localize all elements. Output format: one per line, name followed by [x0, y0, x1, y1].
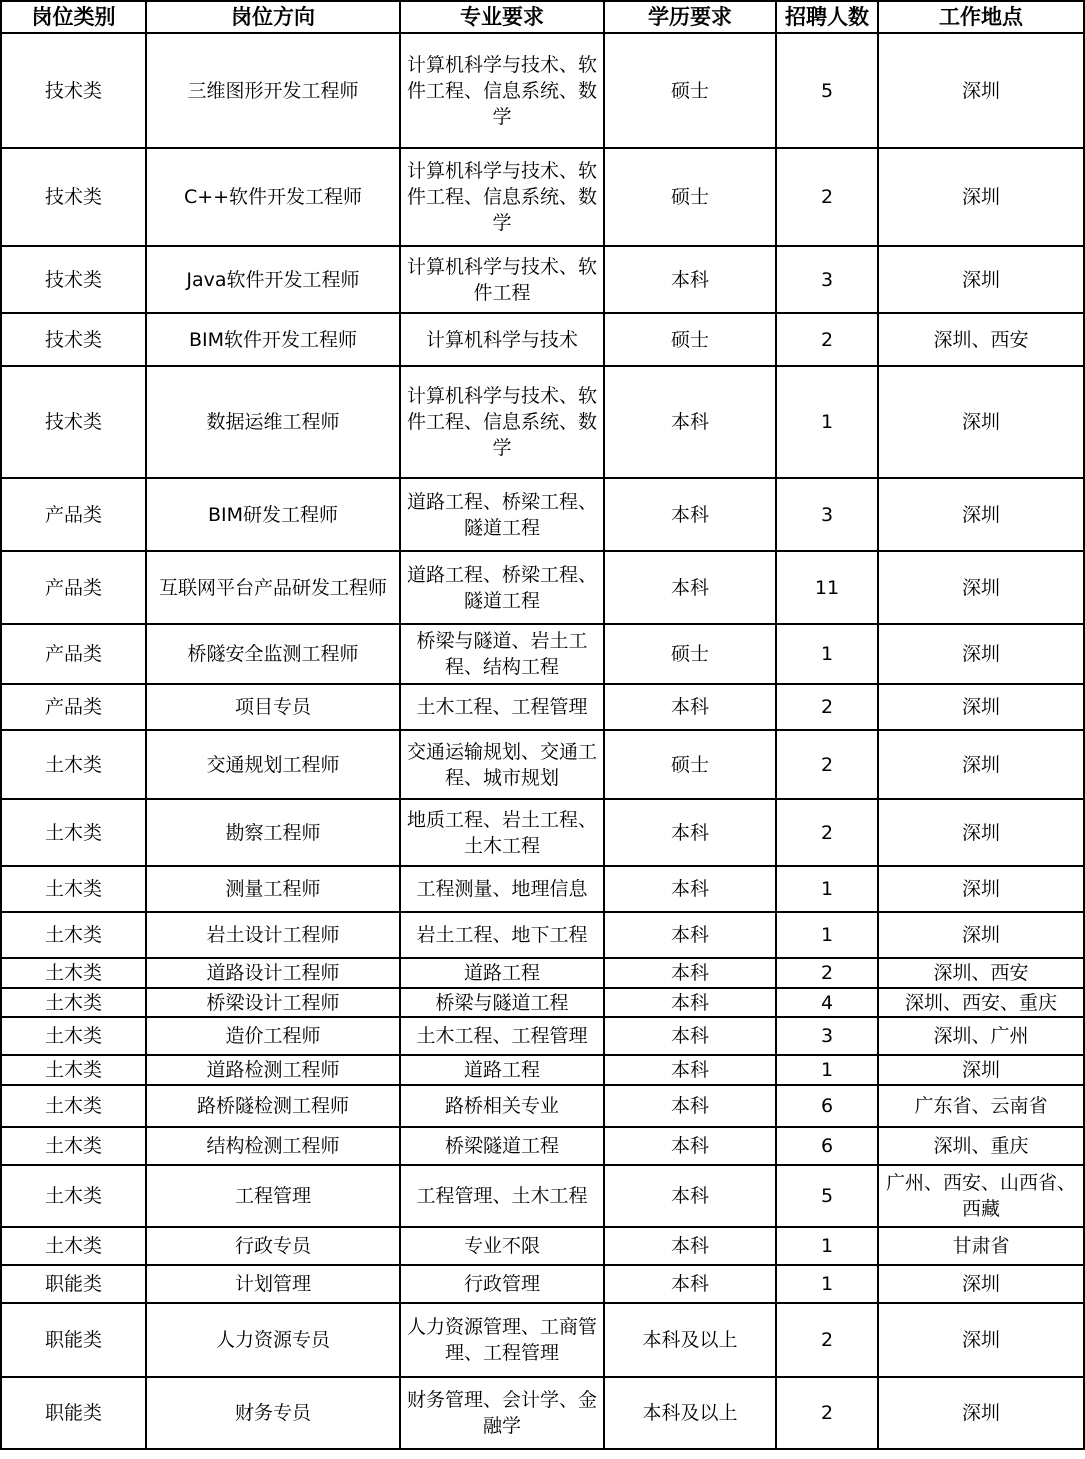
cell-count: 2: [776, 730, 878, 799]
cell-count: 2: [776, 799, 878, 866]
cell-location: 深圳: [878, 478, 1084, 551]
table-row: [1, 912, 1084, 958]
cell-location: 深圳: [878, 1377, 1084, 1449]
header-location: 工作地点: [878, 1, 1084, 33]
cell-count: 5: [776, 33, 878, 148]
cell-category: 土木类: [1, 1055, 146, 1085]
cell-category: 土木类: [1, 1127, 146, 1165]
table-row: [1, 366, 1084, 478]
cell-direction: 道路检测工程师: [146, 1055, 400, 1085]
cell-count: 2: [776, 1303, 878, 1377]
cell-education: 本科: [604, 912, 776, 958]
cell-category: 土木类: [1, 730, 146, 799]
table-row: [1, 551, 1084, 624]
cell-location: 深圳: [878, 1265, 1084, 1303]
cell-direction: 计划管理: [146, 1265, 400, 1303]
cell-count: 4: [776, 988, 878, 1017]
cell-direction: 数据运维工程师: [146, 366, 400, 478]
cell-count: 1: [776, 1265, 878, 1303]
cell-count: 2: [776, 958, 878, 988]
cell-major: 桥梁隧道工程: [400, 1127, 604, 1165]
cell-category: 职能类: [1, 1377, 146, 1449]
cell-direction: 造价工程师: [146, 1017, 400, 1055]
cell-education: 本科: [604, 1017, 776, 1055]
cell-location: 深圳: [878, 624, 1084, 684]
cell-count: 1: [776, 866, 878, 912]
cell-major: 人力资源管理、工商管理、工程管理: [400, 1303, 604, 1377]
cell-category: 土木类: [1, 912, 146, 958]
cell-major: 路桥相关专业: [400, 1085, 604, 1127]
cell-education: 本科: [604, 1085, 776, 1127]
table-row: [1, 684, 1084, 730]
table-row: [1, 866, 1084, 912]
cell-major: 工程测量、地理信息: [400, 866, 604, 912]
cell-location: 深圳、西安: [878, 313, 1084, 366]
cell-location: 深圳: [878, 551, 1084, 624]
cell-count: 1: [776, 1227, 878, 1265]
cell-category: 产品类: [1, 551, 146, 624]
cell-location: 深圳: [878, 246, 1084, 313]
cell-count: 2: [776, 148, 878, 246]
cell-direction: 测量工程师: [146, 866, 400, 912]
cell-count: 2: [776, 684, 878, 730]
cell-education: 硕士: [604, 33, 776, 148]
cell-count: 11: [776, 551, 878, 624]
cell-category: 技术类: [1, 148, 146, 246]
cell-education: 本科: [604, 799, 776, 866]
header-major: 专业要求: [400, 1, 604, 33]
cell-education: 本科及以上: [604, 1303, 776, 1377]
cell-major: 工程管理、土木工程: [400, 1165, 604, 1227]
table-row: [1, 1085, 1084, 1127]
cell-category: 技术类: [1, 313, 146, 366]
cell-direction: 道路设计工程师: [146, 958, 400, 988]
header-direction: 岗位方向: [146, 1, 400, 33]
table-row: [1, 148, 1084, 246]
cell-major: 计算机科学与技术、软件工程: [400, 246, 604, 313]
cell-education: 本科: [604, 988, 776, 1017]
cell-direction: BIM软件开发工程师: [146, 313, 400, 366]
cell-education: 本科: [604, 1055, 776, 1085]
table-row: [1, 33, 1084, 148]
cell-education: 本科: [604, 1227, 776, 1265]
cell-category: 土木类: [1, 1085, 146, 1127]
cell-direction: 勘察工程师: [146, 799, 400, 866]
cell-location: 深圳: [878, 799, 1084, 866]
cell-education: 本科: [604, 684, 776, 730]
cell-direction: 工程管理: [146, 1165, 400, 1227]
table-row: [1, 246, 1084, 313]
cell-count: 1: [776, 912, 878, 958]
cell-category: 产品类: [1, 684, 146, 730]
cell-count: 6: [776, 1085, 878, 1127]
table-body: [1, 33, 1084, 1449]
cell-category: 土木类: [1, 1227, 146, 1265]
cell-major: 交通运输规划、交通工程、城市规划: [400, 730, 604, 799]
cell-direction: 人力资源专员: [146, 1303, 400, 1377]
table-row: [1, 313, 1084, 366]
cell-location: 深圳: [878, 1055, 1084, 1085]
cell-major: 专业不限: [400, 1227, 604, 1265]
cell-count: 1: [776, 624, 878, 684]
table-row: [1, 1165, 1084, 1227]
cell-location: 深圳: [878, 912, 1084, 958]
cell-count: 2: [776, 313, 878, 366]
cell-education: 硕士: [604, 730, 776, 799]
cell-category: 技术类: [1, 33, 146, 148]
cell-count: 6: [776, 1127, 878, 1165]
cell-direction: 桥梁设计工程师: [146, 988, 400, 1017]
cell-major: 土木工程、工程管理: [400, 684, 604, 730]
cell-education: 硕士: [604, 624, 776, 684]
cell-direction: 财务专员: [146, 1377, 400, 1449]
cell-education: 硕士: [604, 313, 776, 366]
table-row: [1, 1377, 1084, 1449]
cell-education: 本科及以上: [604, 1377, 776, 1449]
cell-direction: 结构检测工程师: [146, 1127, 400, 1165]
cell-count: 3: [776, 246, 878, 313]
table-row: [1, 624, 1084, 684]
table-row: [1, 1127, 1084, 1165]
cell-category: 技术类: [1, 366, 146, 478]
cell-count: 5: [776, 1165, 878, 1227]
cell-direction: 互联网平台产品研发工程师: [146, 551, 400, 624]
cell-location: 甘肃省: [878, 1227, 1084, 1265]
cell-education: 本科: [604, 366, 776, 478]
cell-location: 广东省、云南省: [878, 1085, 1084, 1127]
cell-education: 本科: [604, 1127, 776, 1165]
cell-category: 土木类: [1, 799, 146, 866]
cell-location: 深圳: [878, 33, 1084, 148]
cell-location: 深圳: [878, 730, 1084, 799]
cell-direction: C++软件开发工程师: [146, 148, 400, 246]
cell-location: 深圳: [878, 366, 1084, 478]
cell-location: 深圳、西安: [878, 958, 1084, 988]
cell-education: 本科: [604, 551, 776, 624]
cell-count: 3: [776, 478, 878, 551]
cell-education: 本科: [604, 958, 776, 988]
cell-count: 1: [776, 1055, 878, 1085]
cell-major: 道路工程: [400, 1055, 604, 1085]
cell-category: 土木类: [1, 866, 146, 912]
table-row: [1, 1303, 1084, 1377]
table-row: [1, 799, 1084, 866]
cell-direction: 路桥隧检测工程师: [146, 1085, 400, 1127]
cell-major: 道路工程、桥梁工程、隧道工程: [400, 478, 604, 551]
cell-direction: BIM研发工程师: [146, 478, 400, 551]
cell-major: 财务管理、会计学、金融学: [400, 1377, 604, 1449]
cell-major: 行政管理: [400, 1265, 604, 1303]
cell-location: 深圳、西安、重庆: [878, 988, 1084, 1017]
header-category: 岗位类别: [1, 1, 146, 33]
cell-direction: 项目专员: [146, 684, 400, 730]
cell-major: 道路工程、桥梁工程、隧道工程: [400, 551, 604, 624]
cell-location: 深圳、重庆: [878, 1127, 1084, 1165]
cell-category: 土木类: [1, 958, 146, 988]
cell-location: 深圳: [878, 148, 1084, 246]
table-row: [1, 958, 1084, 988]
cell-category: 职能类: [1, 1303, 146, 1377]
cell-location: 深圳: [878, 684, 1084, 730]
cell-count: 2: [776, 1377, 878, 1449]
cell-location: 广州、西安、山西省、西藏: [878, 1165, 1084, 1227]
cell-category: 技术类: [1, 246, 146, 313]
cell-location: 深圳: [878, 866, 1084, 912]
table-row: [1, 730, 1084, 799]
cell-direction: 岩土设计工程师: [146, 912, 400, 958]
cell-education: 本科: [604, 866, 776, 912]
cell-count: 1: [776, 366, 878, 478]
cell-education: 本科: [604, 246, 776, 313]
cell-category: 职能类: [1, 1265, 146, 1303]
cell-direction: 行政专员: [146, 1227, 400, 1265]
cell-major: 桥梁与隧道工程: [400, 988, 604, 1017]
cell-major: 道路工程: [400, 958, 604, 988]
cell-direction: 交通规划工程师: [146, 730, 400, 799]
table-row: [1, 1227, 1084, 1265]
cell-major: 计算机科学与技术、软件工程、信息系统、数学: [400, 366, 604, 478]
cell-education: 硕士: [604, 148, 776, 246]
cell-major: 计算机科学与技术、软件工程、信息系统、数学: [400, 33, 604, 148]
header-count: 招聘人数: [776, 1, 878, 33]
table-row: [1, 1017, 1084, 1055]
cell-education: 本科: [604, 478, 776, 551]
cell-major: 岩土工程、地下工程: [400, 912, 604, 958]
cell-count: 3: [776, 1017, 878, 1055]
cell-category: 土木类: [1, 1017, 146, 1055]
header-row: [1, 1, 1084, 33]
cell-category: 土木类: [1, 988, 146, 1017]
cell-direction: Java软件开发工程师: [146, 246, 400, 313]
table-row: [1, 1265, 1084, 1303]
cell-major: 计算机科学与技术、软件工程、信息系统、数学: [400, 148, 604, 246]
cell-education: 本科: [604, 1165, 776, 1227]
header-education: 学历要求: [604, 1, 776, 33]
table-row: [1, 988, 1084, 1017]
table-row: [1, 478, 1084, 551]
cell-major: 地质工程、岩土工程、土木工程: [400, 799, 604, 866]
cell-major: 土木工程、工程管理: [400, 1017, 604, 1055]
cell-category: 产品类: [1, 624, 146, 684]
cell-major: 桥梁与隧道、岩土工程、结构工程: [400, 624, 604, 684]
cell-education: 本科: [604, 1265, 776, 1303]
cell-category: 产品类: [1, 478, 146, 551]
cell-location: 深圳、广州: [878, 1017, 1084, 1055]
cell-category: 土木类: [1, 1165, 146, 1227]
cell-direction: 三维图形开发工程师: [146, 33, 400, 148]
cell-location: 深圳: [878, 1303, 1084, 1377]
cell-direction: 桥隧安全监测工程师: [146, 624, 400, 684]
cell-major: 计算机科学与技术: [400, 313, 604, 366]
table-row: [1, 1055, 1084, 1085]
